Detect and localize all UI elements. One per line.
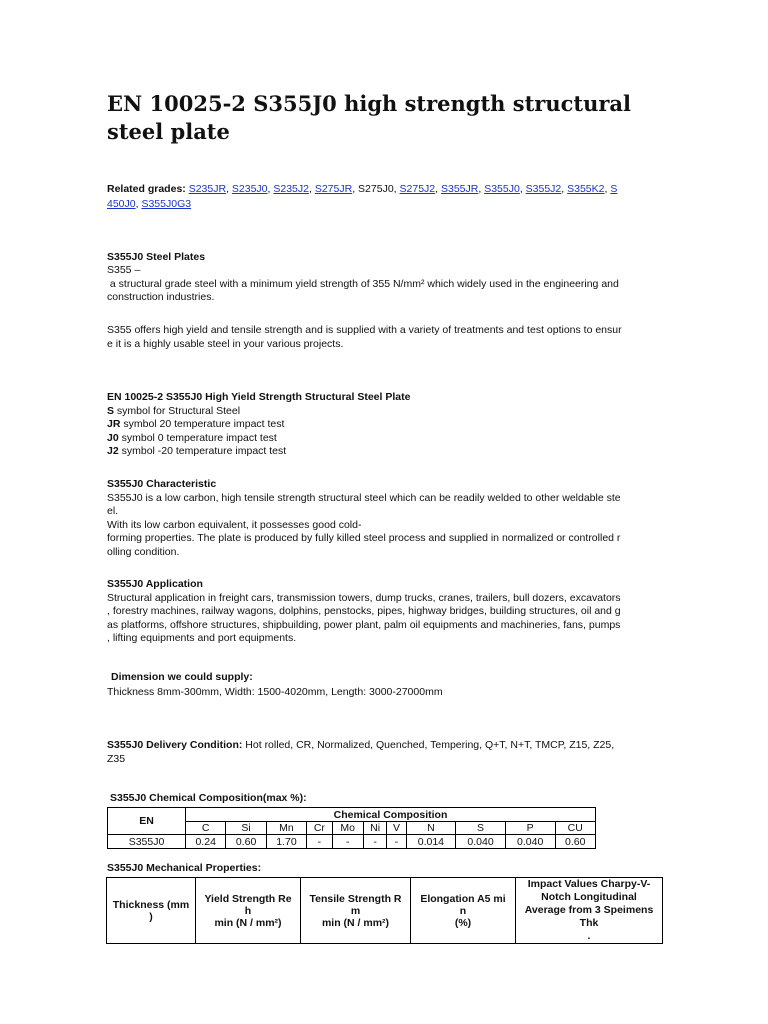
characteristic-line: forming properties. The plate is produced by fully killed steel process and supplied in normalized or controlled r bbox=[107, 532, 621, 544]
symbol-key: JR bbox=[107, 418, 121, 430]
application-line: , forestry machines, railway wagons, dolphins, penstocks, pipes, highway bridges, building structures, oil and g bbox=[107, 605, 621, 617]
symbol-item bbox=[107, 445, 286, 459]
chem-composition-table bbox=[107, 807, 596, 849]
mech-header-thickness: Thickness (mm ) bbox=[107, 878, 196, 944]
chem-element-header: Ni bbox=[363, 822, 387, 835]
related-grade-text: S275J0 bbox=[358, 183, 394, 195]
related-grade-link[interactable]: S275J2 bbox=[399, 183, 436, 195]
plates-line: a structural grade steel with a minimum yield strength of 355 N/mm² which widely used in the engineering and bbox=[107, 278, 619, 290]
characteristic-line: S355J0 is a low carbon, high tensile strength structural steel which can be readily welded to other weldable ste bbox=[107, 492, 621, 504]
symbol-item bbox=[107, 405, 240, 419]
chem-element-header: Si bbox=[226, 822, 266, 835]
symbol-text: symbol -20 temperature impact test bbox=[118, 445, 287, 457]
symbol-key: S bbox=[107, 405, 115, 417]
chem-value-cell: - bbox=[332, 835, 363, 849]
delivery-condition bbox=[107, 739, 614, 753]
page-title: EN 10025-2 S355J0 high strength structural steel plate bbox=[107, 91, 632, 144]
chem-value-cell: - bbox=[387, 835, 406, 849]
chem-value-cell: 1.70 bbox=[266, 835, 306, 849]
plates-heading: S355J0 Steel Plates bbox=[107, 251, 206, 263]
symbol-item bbox=[107, 432, 277, 446]
related-grades-label: Related grades: bbox=[107, 183, 186, 195]
related-grade-link[interactable]: S355K2 bbox=[567, 183, 605, 195]
symbol-item bbox=[107, 418, 284, 432]
application-heading: S355J0 Application bbox=[107, 578, 203, 590]
delivery-text: Hot rolled, CR, Normalized, Quenched, Tempering, Q+T, N+T, TMCP, Z15, Z25, bbox=[242, 739, 615, 751]
mech-header-impact: Impact Values Charpy-V- Notch Longitudinal Average from 3 Speimens Thk . bbox=[516, 878, 663, 944]
related-grade-link[interactable]: S355J0G3 bbox=[141, 198, 192, 210]
related-grade-link[interactable]: S355J0 bbox=[484, 183, 520, 195]
symbols-heading: EN 10025-2 S355J0 High Yield Strength Structural Steel Plate bbox=[107, 391, 411, 403]
symbol-text: symbol 0 temperature impact test bbox=[118, 432, 277, 444]
mech-header-elongation: Elongation A5 mi n (%) bbox=[411, 878, 516, 944]
characteristic-line: olling condition. bbox=[107, 546, 180, 558]
chem-element-header: Cr bbox=[307, 822, 333, 835]
related-grade-link[interactable]: S235JR bbox=[188, 183, 227, 195]
related-grades-line2: 450J0, S355J0G3 bbox=[107, 198, 192, 210]
characteristic-heading: S355J0 Characteristic bbox=[107, 478, 217, 490]
chem-heading: S355J0 Chemical Composition(max %): bbox=[110, 792, 307, 804]
application-line: as platforms, offshore structures, shipbuilding, power plant, palm oil equipments and machineries, fans, pumps bbox=[107, 619, 621, 631]
chem-value-cell: 0.014 bbox=[406, 835, 456, 849]
delivery-line2: Z35 bbox=[107, 753, 126, 765]
plates-para: e it is a highly usable steel in your various projects. bbox=[107, 338, 344, 350]
related-grades: Related grades: S235JR, S235J0, S235J2, S275JR, S275J0, S275J2, S355JR, S355J0, S355J2, S355K2, S bbox=[107, 183, 618, 195]
chem-value-cell: - bbox=[363, 835, 387, 849]
chem-grade-cell: S355J0 bbox=[108, 835, 186, 849]
application-line: Structural application in freight cars, transmission towers, dump trucks, cranes, trailers, bull dozers, excavators bbox=[107, 592, 621, 604]
mech-header-yield: Yield Strength Re h min (N / mm²) bbox=[196, 878, 301, 944]
chem-element-header: V bbox=[387, 822, 406, 835]
characteristic-line: el. bbox=[107, 505, 119, 517]
chem-value-cell: - bbox=[307, 835, 333, 849]
related-grade-link[interactable]: S235J0 bbox=[231, 183, 268, 195]
chem-element-header: Mo bbox=[332, 822, 363, 835]
chem-element-header: N bbox=[406, 822, 456, 835]
plates-line: construction industries. bbox=[107, 291, 215, 303]
chem-group-header: Chemical Composition bbox=[186, 808, 596, 822]
chem-element-header: Mn bbox=[266, 822, 306, 835]
plates-line: S355 – bbox=[107, 264, 141, 276]
dimension-heading: Dimension we could supply: bbox=[111, 671, 253, 683]
related-grade-link[interactable]: S bbox=[610, 183, 618, 195]
chem-element-header: S bbox=[456, 822, 506, 835]
symbol-key: J0 bbox=[107, 432, 119, 444]
related-grade-link[interactable]: S235J2 bbox=[273, 183, 309, 195]
symbol-text: symbol for Structural Steel bbox=[114, 405, 241, 417]
application-line: , lifting equipments and port equipments. bbox=[107, 632, 297, 644]
dimension-text: Thickness 8mm-300mm, Width: 1500-4020mm, Length: 3000-27000mm bbox=[107, 686, 443, 698]
chem-value-cell: 0.24 bbox=[186, 835, 226, 849]
delivery-label: S355J0 Delivery Condition: bbox=[107, 739, 243, 751]
symbol-text: symbol 20 temperature impact test bbox=[120, 418, 285, 430]
chem-value-cell: 0.040 bbox=[505, 835, 555, 849]
related-grade-link[interactable]: S355J2 bbox=[525, 183, 562, 195]
chem-value-cell: 0.60 bbox=[226, 835, 266, 849]
symbol-key: J2 bbox=[107, 445, 119, 457]
chem-en-header: EN bbox=[108, 808, 186, 835]
chem-value-cell: 0.040 bbox=[456, 835, 506, 849]
chem-element-header: P bbox=[505, 822, 555, 835]
mechanical-properties-table bbox=[106, 877, 663, 944]
plates-para: S355 offers high yield and tensile strength and is supplied with a variety of treatments and test options to ensur bbox=[107, 324, 622, 336]
chem-element-header: CU bbox=[555, 822, 595, 835]
related-grade-link[interactable]: S355JR bbox=[440, 183, 479, 195]
characteristic-line: With its low carbon equivalent, it possesses good cold- bbox=[107, 519, 362, 531]
mech-heading: S355J0 Mechanical Properties: bbox=[107, 862, 262, 874]
chem-value-cell: 0.60 bbox=[555, 835, 595, 849]
related-grade-link[interactable]: S275JR bbox=[314, 183, 353, 195]
mech-header-tensile: Tensile Strength R m min (N / mm²) bbox=[301, 878, 411, 944]
chem-element-header: C bbox=[186, 822, 226, 835]
related-grade-link[interactable]: 450J0 bbox=[107, 198, 136, 210]
